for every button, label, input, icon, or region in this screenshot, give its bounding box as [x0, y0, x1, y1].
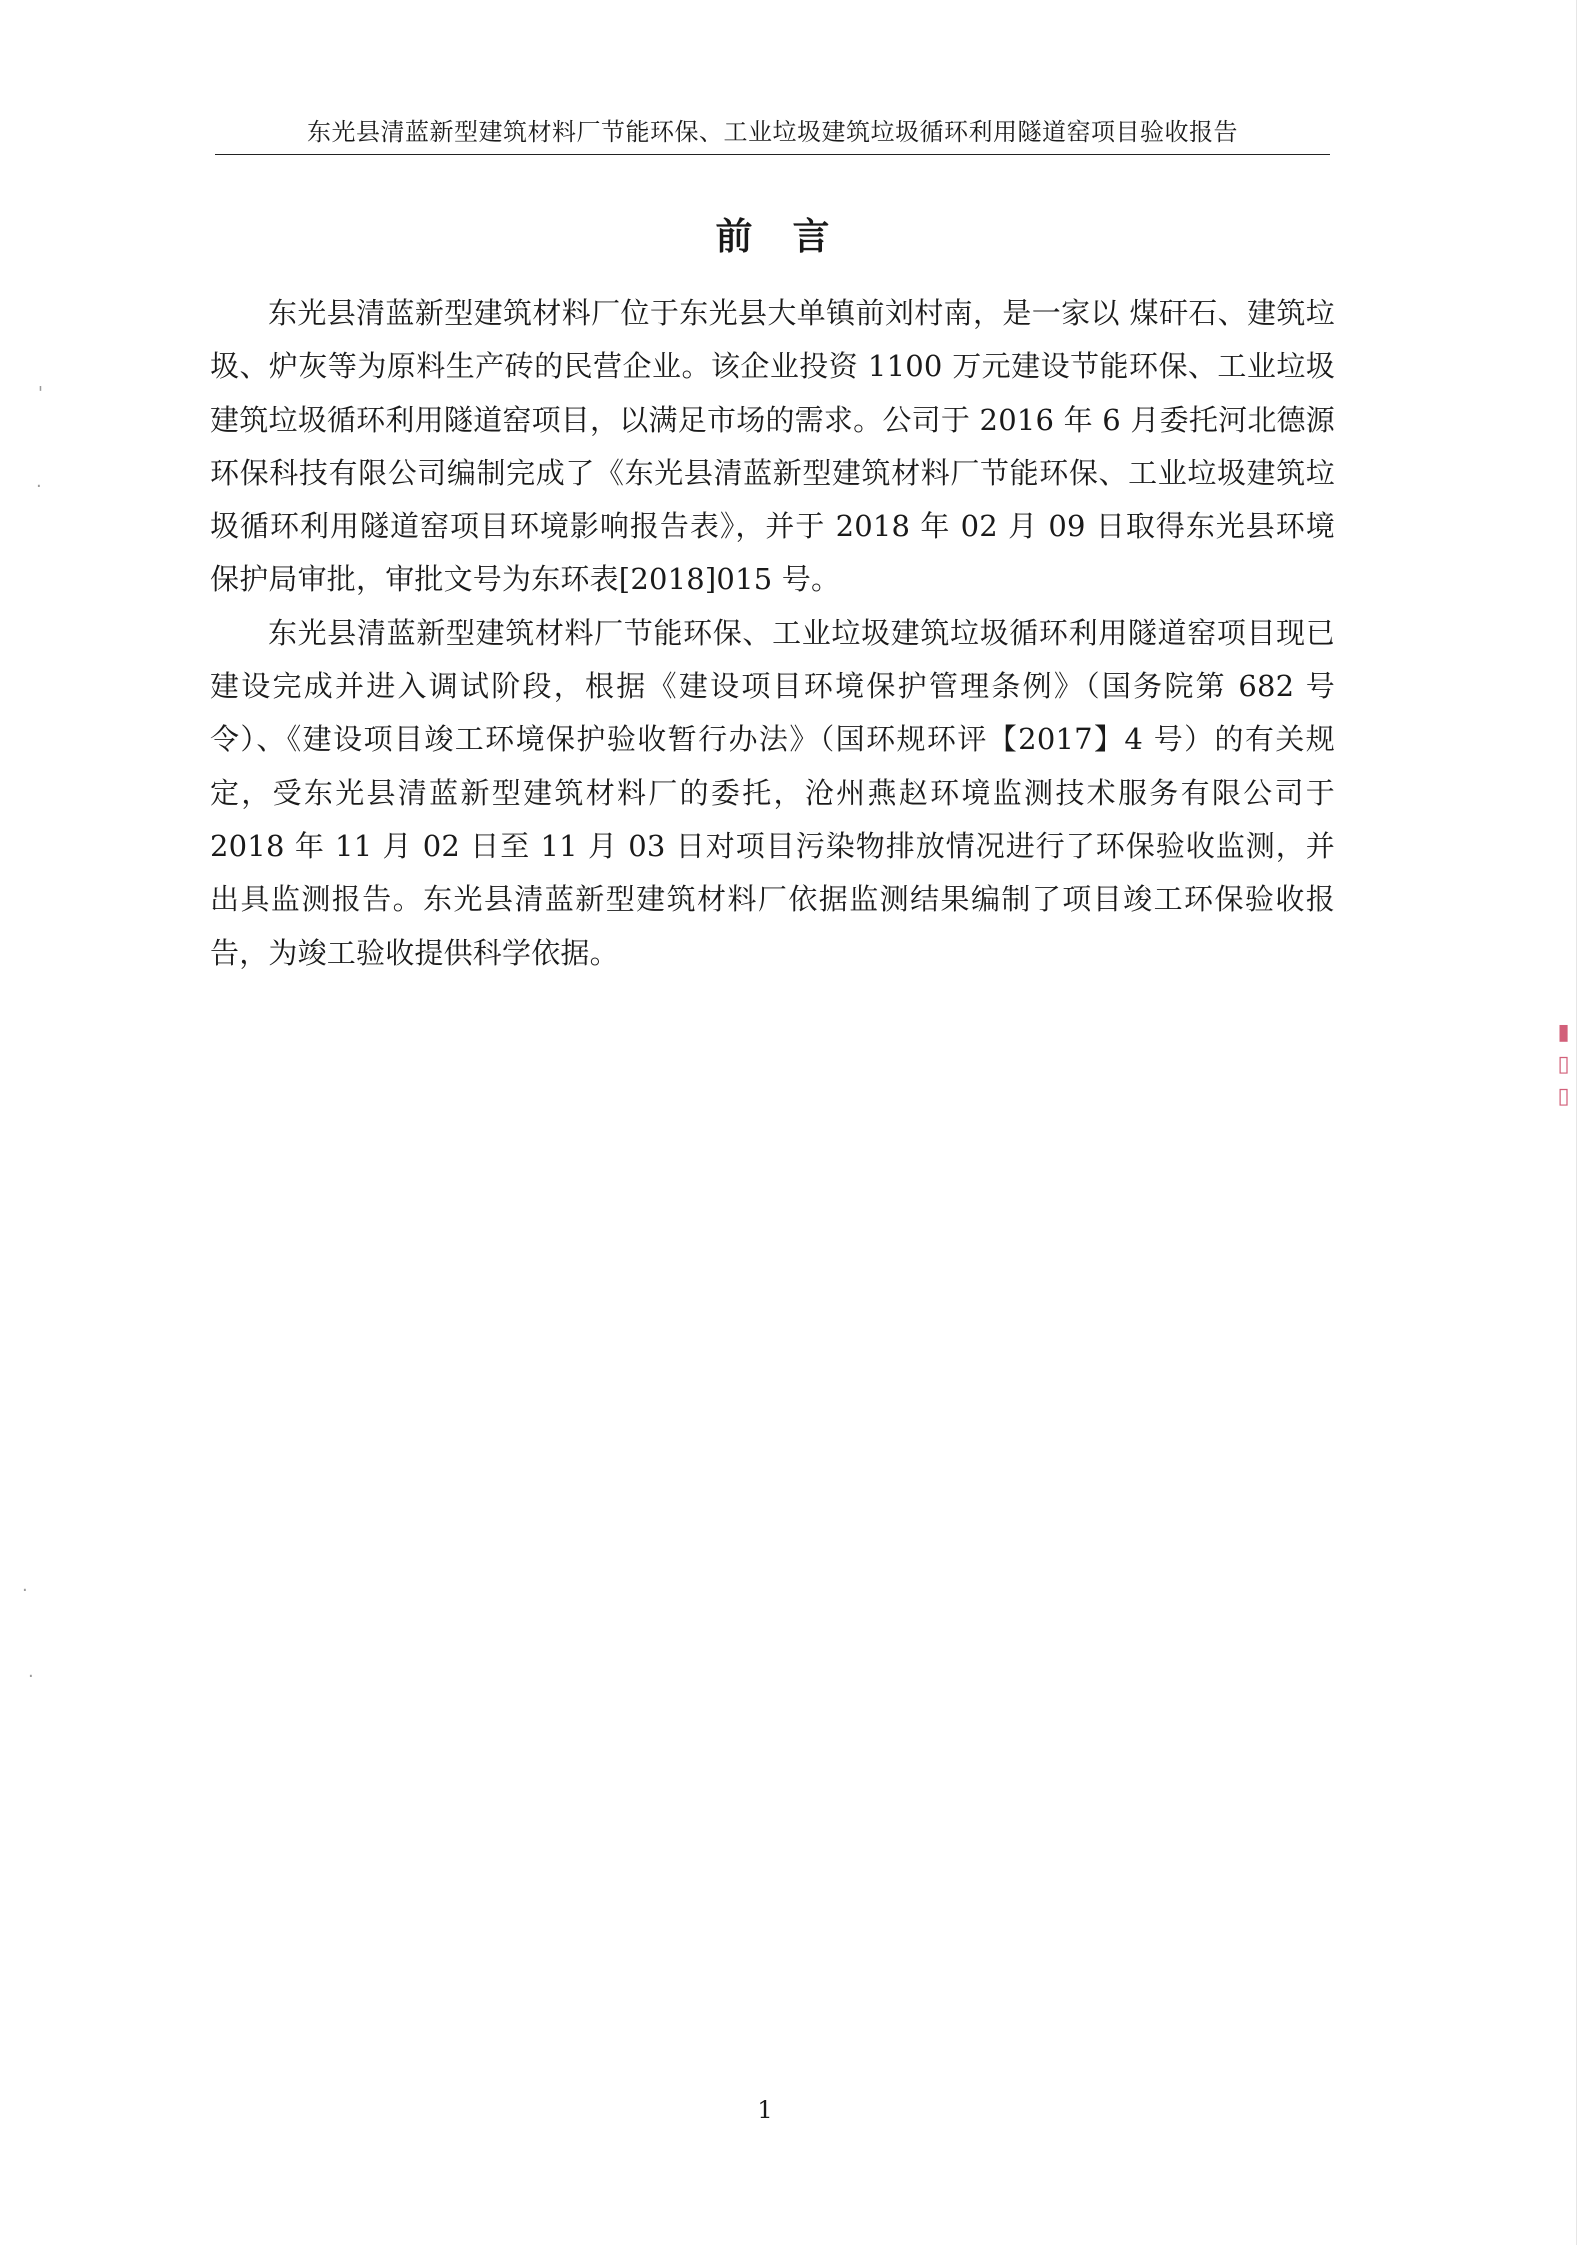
page-edge: [1576, 0, 1577, 2245]
running-header: 东光县清蓝新型建筑材料厂节能环保、工业垃圾建筑垃圾循环利用隧道窑项目验收报告: [307, 118, 1238, 146]
scan-speck: ·: [36, 476, 42, 497]
paragraph-1: 东光县清蓝新型建筑材料厂位于东光县大单镇前刘村南，是一家以 煤矸石、建筑垃圾、炉灰等为原料生产砖的民营企业。该企业投资 1100 万元建设节能环保、工业垃圾建筑垃圾循环利用隧道窑项目，以满足市场的需求。公司于 2016 年 6 月委托河北德源环保科技有限公司编制完成了《东光县清蓝新型建筑材料厂节能环保、工业垃圾建筑垃圾循环利用隧道窑项目环境影响报告表》，并于 2018 年 02 月 09 日取得东光县环境保护局审批，审批文号为东环表[2018]015 号。: [210, 296, 1335, 597]
scan-speck: ·: [22, 1580, 28, 1601]
page-number: 1: [757, 2096, 773, 2124]
scan-speck: ': [38, 383, 43, 404]
header-divider: [215, 154, 1330, 155]
paragraph-2: 东光县清蓝新型建筑材料厂节能环保、工业垃圾建筑垃圾循环利用隧道窑项目现已建设完成并进入调试阶段，根据《建设项目环境保护管理条例》（国务院第 682 号令）、《建设项目竣工环境保护验收暂行办法》（国环规环评【2017】4 号）的有关规定，受东光县清蓝新型建筑材料厂的委托，沧州燕赵环境监测技术服务有限公司于 2018 年 11 月 02 日至 11 月 03 日对项目污染物排放情况进行了环保验收监测，并出具监测报告。东光县清蓝新型建筑材料厂依据监测结果编制了项目竣工环保验收报告，为竣工验收提供科学依据。: [210, 615, 1335, 970]
scan-speck: ·: [28, 1666, 34, 1687]
body-text: [210, 287, 1335, 980]
stamp-edge-mark: ▮ ▯ ▯: [1551, 1020, 1576, 1109]
page-title: 前言: [715, 214, 870, 258]
